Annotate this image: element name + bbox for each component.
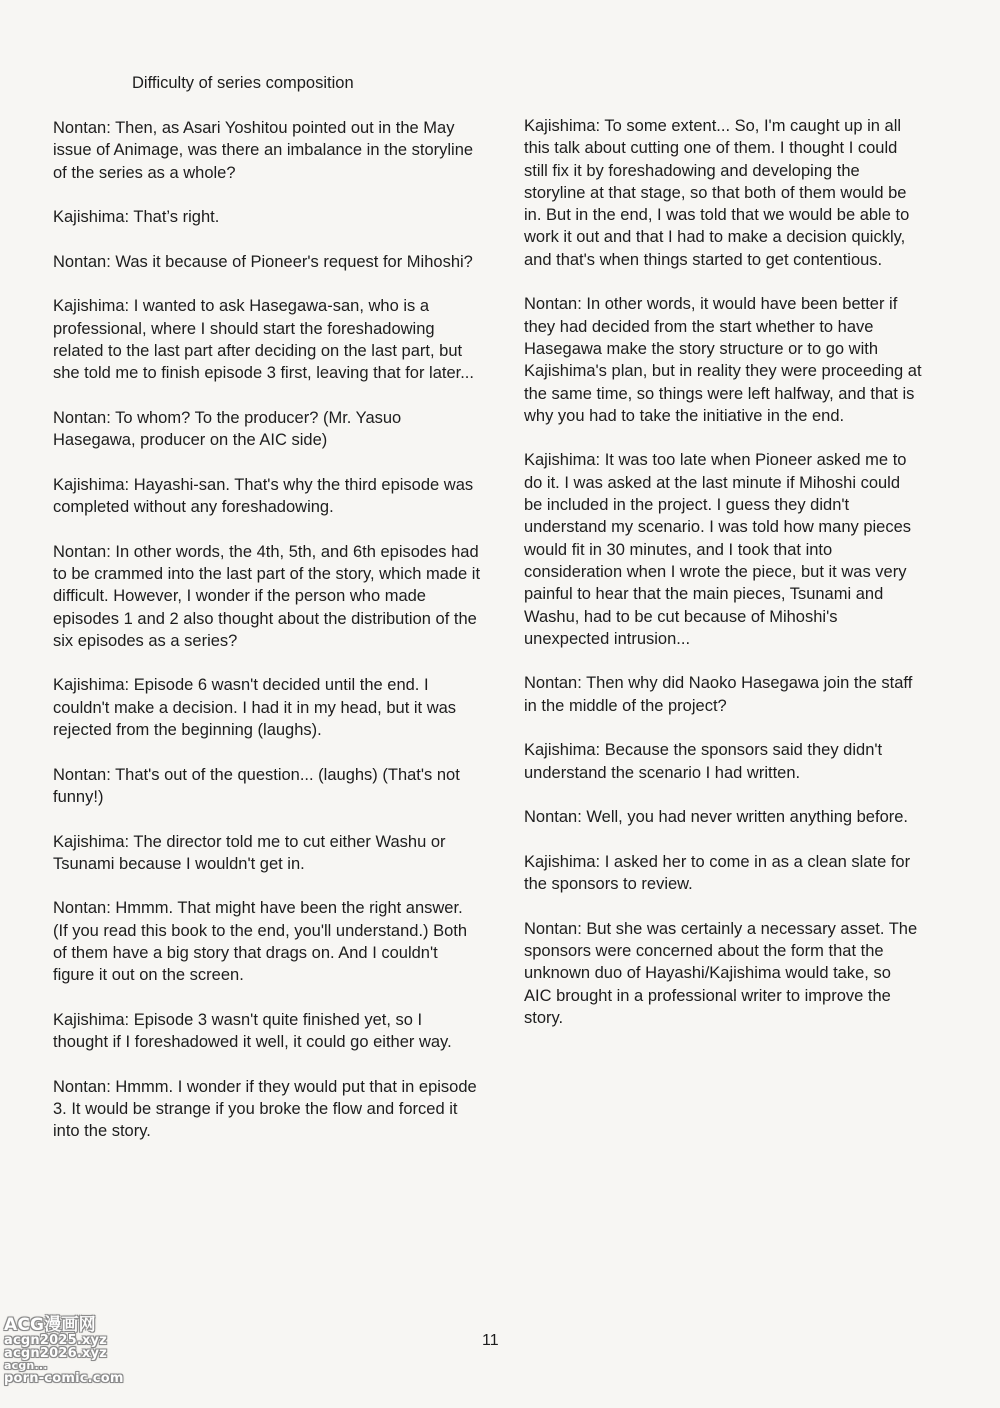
page-number: 11	[482, 1332, 499, 1349]
watermark-line: acgn2025.xyz	[4, 1333, 107, 1348]
paragraph: Kajishima: Episode 3 wasn't quite finished yet, so I thought if I foreshadowed it well, it could go either way.	[53, 1010, 452, 1052]
paragraph: Nontan: To whom? To the producer? (Mr. Yasuo Hasegawa, producer on the AIC side)	[53, 408, 402, 450]
watermark-line: porn-comic.com	[4, 1371, 124, 1386]
paragraph: Kajishima: To some extent... So, I'm caught up in all this talk about cutting one of them. I thought I could still fix it by foreshadowing and developing the storyline at that stage, so that both of them would be in. But in the end, I was told that we would be able to work it out and that I had to make a decision quickly, and that's when things started to get contentious.	[524, 117, 910, 269]
section-heading: Difficulty of series composition	[132, 74, 354, 92]
paragraph: Kajishima: I asked her to come in as a clean slate for the sponsors to review.	[524, 852, 911, 894]
paragraph: Kajishima: Because the sponsors said they didn't understand the scenario I had written.	[524, 741, 883, 782]
paragraph: Kajishima: That’s right.	[53, 208, 220, 227]
watermark-line: acgn2026.xyz	[4, 1346, 107, 1361]
watermark-line: acgn...	[4, 1359, 48, 1372]
paragraph: Nontan: But she was certainly a necessary asset. The sponsors were concerned about the form that the unknown duo of Hayashi/Kajishima would take, so AIC brought in a professional writer to improve the story.	[524, 919, 918, 1027]
paragraph: Kajishima: It was too late when Pioneer asked me to do it. I was asked at the last minute if Mihoshi could be included in the project. I guess they didn't understand my scenario. I was told how many pieces would fit in 30 minutes, and I took that into consideration when I wrote the piece, but it was very painful to hear that the main pieces, Tsunami and Washu, had to be cut because of Mihoshi's unexpected intrusion...	[524, 451, 912, 648]
paragraph: Nontan: Hmmm. I wonder if they would put that in episode 3. It would be strange if you broke the flow and forced it into the story.	[53, 1077, 477, 1141]
paragraph: Nontan: Was it because of Pioneer's request for Mihoshi?	[53, 252, 473, 271]
paragraph: Kajishima: I wanted to ask Hasegawa-san, who is a professional, where I should start the foreshadowing related to the last part after deciding on the last part, but she told me to finish episode 3 first, leaving that for later...	[53, 297, 474, 383]
right-column	[524, 115, 922, 1051]
paragraph: Nontan: Hmmm. That might have been the right answer. (If you read this book to the end, you'll understand.) Both of them have a big story that drags on. And I couldn't figure it out on the screen.	[53, 899, 468, 985]
left-column	[53, 117, 481, 1165]
paragraph: Kajishima: Hayashi-san. That's why the third episode was completed without any foreshadowing.	[53, 475, 474, 517]
paragraph: Nontan: In other words, it would have been better if they had decided from the start whether to have Hasegawa make the story structure or to go with Kajishima's plan, but in reality they were proceeding at the same time, so things were left halfway, and that is why you had to take the initiative in the end.	[524, 295, 922, 425]
paragraph: Nontan: Then, as Asari Yoshitou pointed out in the May issue of Animage, was there an imbalance in the storyline of the series as a whole?	[53, 119, 474, 182]
paragraph: Kajishima: The director told me to cut either Washu or Tsunami because I wouldn't get in.	[53, 832, 446, 873]
paragraph: Kajishima: Episode 6 wasn't decided until the end. I couldn't make a decision. I had it in my head, but it was rejected from the beginning (laughs).	[53, 676, 457, 740]
paragraph: Nontan: Then why did Naoko Hasegawa join the staff in the middle of the project?	[524, 674, 913, 715]
paragraph: Nontan: That's out of the question... (laughs) (That's not funny!)	[53, 765, 460, 806]
watermark-line: ACG漫画网	[4, 1315, 96, 1335]
paragraph: Nontan: Well, you had never written anything before.	[524, 808, 909, 827]
watermark	[4, 1316, 128, 1385]
paragraph: Nontan: In other words, the 4th, 5th, and 6th episodes had to be crammed into the last part of the story, which made it difficult. However, I wonder if the person who made episodes 1 and 2 also thought about the distribution of the six episodes as a series?	[53, 542, 481, 650]
